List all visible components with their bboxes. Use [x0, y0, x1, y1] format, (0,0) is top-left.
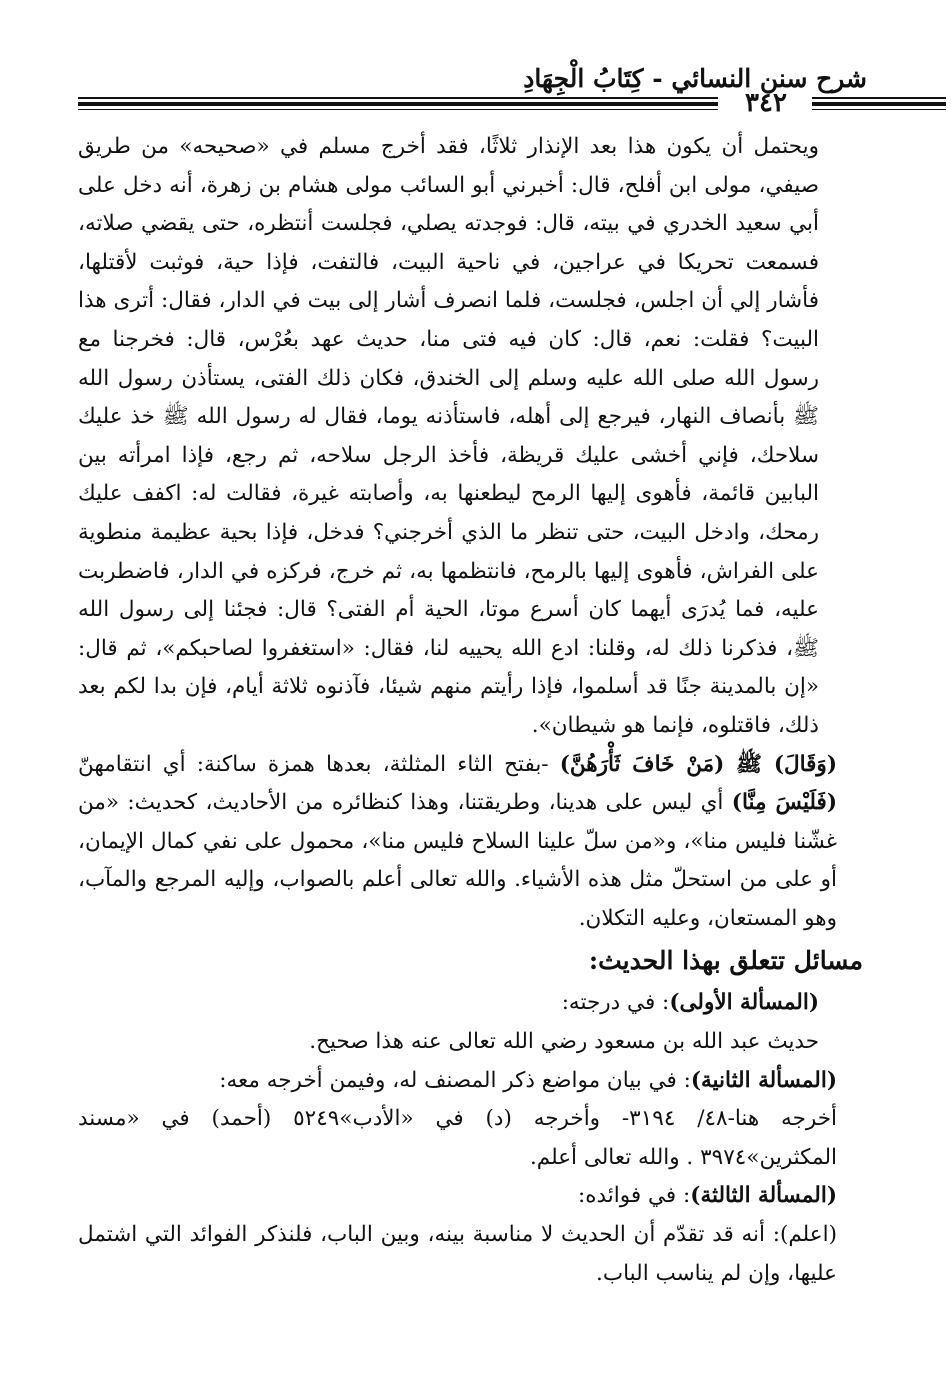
- page-number-rule-thin: [812, 109, 946, 110]
- paragraph-hadith-narration: ويحتمل أن يكون هذا بعد الإنذار ثلاثًا، فقد أخرج مسلم في «صحيحه» من طريق صيفي، مولى ابن أفلح، قال: أخبرني أبو السائب مولى هشام بن زهرة، أنه دخل على أبي سعيد الخدري في بيته، قال: فوجدته يصلي، فجلست أنتظره، حتى يقضي صلاته، فسمعت تحريكا في عراجين، في ناحية البيت، فالتفت، فإذا حية، فوثبت لأقتلها، فأشار إلي أن اجلس، فجلست، فلما انصرف أشار إلى بيت في الدار، فقال: أترى هذا البيت؟ فقلت: نعم، قال: كان فيه فتى منا، حديث عهد بعُرْس، قال: فخرجنا مع رسول الله صلى الله عليه وسلم إلى الخندق، فكان ذلك الفتى، يستأذن رسول الله ﷺ بأنصاف النهار، فيرجع إلى أهله، فاستأذنه يوما، فقال له رسول الله ﷺ خذ عليك سلاحك، فإني أخشى عليك قريظة، فأخذ الرجل سلاحه، ثم رجع، فإذا امرأته بين البابين قائمة، فأهوى إليها الرمح ليطعنها به، وأصابته غيرة، فقالت له: اكفف عليك رمحك، وادخل البيت، حتى تنظر ما الذي أخرجني؟ فدخل، فإذا بحية عظيمة منطوية على الفراش، فأهوى إليها بالرمح، فانتظمها به، ثم خرج، فركزه في الدار، فاضطربت عليه، فما يُدرَى أيهما كان أسرع موتا، الحية أم الفتى؟ قال: فجئنا إلى رسول الله ﷺ، فذكرنا ذلك له، وقلنا: ادع الله يحييه لنا، فقال: «استغفروا لصاحبكم»، ثم قال: «إن بالمدينة جنًا قد أسلموا، فإذا رأيتم منهم شيئا، فآذنوه ثلاثة أيام، فإن بدا لكم بعد ذلك، فاقتلوه، فإنما هو شيطان».: [78, 134, 819, 738]
- issue-2-subject: : في بيان مواضع ذكر المصنف له، وفيمن أخرجه معه:: [219, 1067, 691, 1093]
- issue-2-body: أخرجه هنا-٤٨/ ٣١٩٤- وأخرجه (د) في «الأدب»٥٢٤٩ (أحمد) في «مسند المكثرين»٣٩٧٤ . والله تعالى أعلم.: [78, 1106, 838, 1170]
- page-number-rule-thick: [812, 102, 946, 106]
- paragraph-commentary: [78, 746, 863, 939]
- issue-1-label: (المسألة الأولى): [669, 990, 819, 1016]
- issue-3-body-text: : أنه قد تقدّم أن الحديث لا مناسبة بينه، وبين الباب، فلنذكر الفوائد التي اشتمل عليها، وإن لم يناسب الباب.: [78, 1222, 837, 1286]
- header-title: شرح سنن النسائي - كِتَابُ الْجِهَادِ: [523, 64, 867, 93]
- header-rule-thick: [78, 102, 718, 106]
- issue-2-label: (المسألة الثانية): [690, 1067, 837, 1093]
- issue-2-title: [78, 1062, 863, 1101]
- running-header: [78, 64, 879, 124]
- commentary-text-2: أي ليس على هدينا، وطريقتنا، وهذا كنظائره من الأحاديث، كحديث: «من غشّنا فليس منا»، و«من سلّ علينا السلاح فليس منا»، محمول على نفي كمال الإيمان، أو على من استحلّ مثل هذه الأشياء. والله تعالى أعلم بالصواب، وإليه المرجع والمآب، وهو المستعان، وعليه التكلان.: [78, 790, 837, 931]
- issue-3-label: (المسألة الثالثة): [690, 1183, 837, 1209]
- header-rule: [78, 97, 718, 99]
- issue-1-body: حديث عبد الله بن مسعود رضي الله تعالى عنه هذا صحيح.: [309, 1029, 819, 1055]
- section-heading: مسائل تتعلق بهذا الحديث:: [588, 946, 863, 976]
- issue-1-title: [78, 984, 863, 1023]
- page-number: ٣٤٢: [745, 88, 787, 118]
- commentary-text: -بفتح الثاء المثلثة، بعدها همزة ساكنة: أي انتقامهنّ: [78, 751, 560, 777]
- page-body: [78, 128, 863, 1293]
- issue-1-subject: : في درجته:: [561, 990, 670, 1016]
- issue-3-body: [78, 1216, 863, 1293]
- quoted-phrase-not-of-us: (فَلَيْسَ مِنَّا): [731, 790, 837, 816]
- quoted-hadith-phrase: (وَقَالَ) ﷺ (مَنْ خَافَ ثَأْرَهُنَّ): [559, 751, 837, 777]
- issue-3-body-label: (اعلم): [779, 1222, 837, 1248]
- page-number-rule: [812, 97, 946, 99]
- header-rule-thin: [78, 109, 718, 110]
- issue-3-title: [78, 1177, 863, 1216]
- issue-3-subject: : في فوائده:: [578, 1183, 691, 1209]
